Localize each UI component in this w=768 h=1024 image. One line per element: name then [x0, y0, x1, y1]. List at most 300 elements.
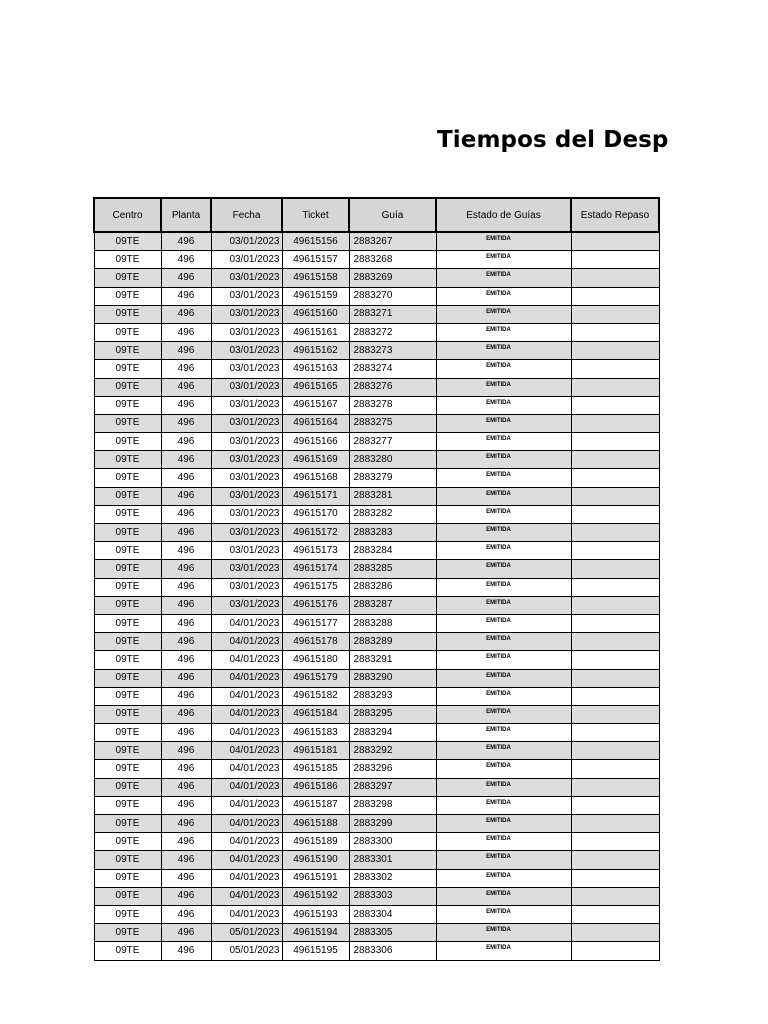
cell-ticket: 49615187	[282, 796, 349, 814]
cell-ticket: 49615158	[282, 269, 349, 287]
cell-planta: 496	[161, 869, 211, 887]
cell-centro: 09TE	[94, 760, 161, 778]
cell-centro: 09TE	[94, 524, 161, 542]
cell-estado-guias: EMITIDA	[436, 378, 571, 396]
table-row	[94, 251, 659, 269]
cell-guia: 2883271	[349, 305, 436, 323]
cell-ticket: 49615179	[282, 669, 349, 687]
cell-estado-guias: EMITIDA	[436, 942, 571, 960]
cell-planta: 496	[161, 232, 211, 251]
dispatch-table	[93, 197, 660, 961]
cell-fecha: 03/01/2023	[211, 232, 282, 251]
table-row	[94, 451, 659, 469]
cell-estado-repaso	[571, 232, 659, 251]
cell-fecha: 03/01/2023	[211, 342, 282, 360]
table-row	[94, 851, 659, 869]
cell-estado-repaso	[571, 869, 659, 887]
cell-fecha: 03/01/2023	[211, 578, 282, 596]
cell-centro: 09TE	[94, 560, 161, 578]
cell-guia: 2883277	[349, 433, 436, 451]
cell-fecha: 03/01/2023	[211, 433, 282, 451]
cell-estado-repaso	[571, 451, 659, 469]
cell-fecha: 03/01/2023	[211, 487, 282, 505]
cell-estado-guias: EMITIDA	[436, 542, 571, 560]
table-row	[94, 232, 659, 251]
cell-estado-guias: EMITIDA	[436, 269, 571, 287]
cell-fecha: 04/01/2023	[211, 669, 282, 687]
cell-estado-guias: EMITIDA	[436, 887, 571, 905]
table-row	[94, 596, 659, 614]
cell-planta: 496	[161, 651, 211, 669]
cell-estado-guias: EMITIDA	[436, 633, 571, 651]
cell-ticket: 49615184	[282, 705, 349, 723]
cell-guia: 2883293	[349, 687, 436, 705]
cell-ticket: 49615194	[282, 924, 349, 942]
cell-planta: 496	[161, 469, 211, 487]
table-row	[94, 269, 659, 287]
cell-estado-guias: EMITIDA	[436, 451, 571, 469]
cell-estado-guias: EMITIDA	[436, 760, 571, 778]
cell-estado-repaso	[571, 669, 659, 687]
cell-fecha: 04/01/2023	[211, 742, 282, 760]
cell-guia: 2883305	[349, 924, 436, 942]
cell-centro: 09TE	[94, 505, 161, 523]
cell-estado-repaso	[571, 560, 659, 578]
cell-ticket: 49615171	[282, 487, 349, 505]
cell-centro: 09TE	[94, 724, 161, 742]
cell-ticket: 49615193	[282, 905, 349, 923]
cell-planta: 496	[161, 742, 211, 760]
cell-centro: 09TE	[94, 469, 161, 487]
cell-fecha: 04/01/2023	[211, 869, 282, 887]
cell-planta: 496	[161, 887, 211, 905]
cell-fecha: 03/01/2023	[211, 378, 282, 396]
table-row	[94, 633, 659, 651]
cell-guia: 2883287	[349, 596, 436, 614]
cell-estado-repaso	[571, 487, 659, 505]
cell-ticket: 49615178	[282, 633, 349, 651]
cell-estado-guias: EMITIDA	[436, 796, 571, 814]
cell-fecha: 03/01/2023	[211, 305, 282, 323]
cell-fecha: 04/01/2023	[211, 778, 282, 796]
cell-estado-repaso	[571, 651, 659, 669]
column-header-estado-guias: Estado de Guías	[436, 198, 571, 232]
cell-guia: 2883290	[349, 669, 436, 687]
cell-fecha: 04/01/2023	[211, 705, 282, 723]
cell-estado-guias: EMITIDA	[436, 724, 571, 742]
cell-ticket: 49615191	[282, 869, 349, 887]
table-row	[94, 378, 659, 396]
cell-centro: 09TE	[94, 833, 161, 851]
cell-guia: 2883285	[349, 560, 436, 578]
cell-planta: 496	[161, 251, 211, 269]
cell-centro: 09TE	[94, 596, 161, 614]
cell-planta: 496	[161, 815, 211, 833]
cell-guia: 2883288	[349, 614, 436, 632]
cell-guia: 2883289	[349, 633, 436, 651]
cell-ticket: 49615188	[282, 815, 349, 833]
cell-planta: 496	[161, 269, 211, 287]
table-row	[94, 887, 659, 905]
cell-planta: 496	[161, 305, 211, 323]
cell-fecha: 04/01/2023	[211, 651, 282, 669]
table-row	[94, 287, 659, 305]
cell-estado-guias: EMITIDA	[436, 651, 571, 669]
column-header-ticket: Ticket	[282, 198, 349, 232]
cell-estado-repaso	[571, 305, 659, 323]
table-body	[94, 232, 659, 960]
cell-fecha: 03/01/2023	[211, 414, 282, 432]
cell-estado-repaso	[571, 269, 659, 287]
column-header-guia: Guía	[349, 198, 436, 232]
cell-fecha: 03/01/2023	[211, 560, 282, 578]
cell-estado-repaso	[571, 396, 659, 414]
cell-guia: 2883304	[349, 905, 436, 923]
cell-guia: 2883295	[349, 705, 436, 723]
table-row	[94, 705, 659, 723]
cell-ticket: 49615183	[282, 724, 349, 742]
table-row	[94, 542, 659, 560]
cell-fecha: 04/01/2023	[211, 687, 282, 705]
cell-estado-repaso	[571, 887, 659, 905]
cell-ticket: 49615169	[282, 451, 349, 469]
table-row	[94, 942, 659, 960]
cell-estado-repaso	[571, 742, 659, 760]
cell-estado-guias: EMITIDA	[436, 578, 571, 596]
cell-estado-guias: EMITIDA	[436, 323, 571, 341]
cell-planta: 496	[161, 578, 211, 596]
cell-estado-guias: EMITIDA	[436, 596, 571, 614]
cell-centro: 09TE	[94, 705, 161, 723]
cell-centro: 09TE	[94, 924, 161, 942]
table-row	[94, 342, 659, 360]
table-row	[94, 487, 659, 505]
cell-estado-repaso	[571, 760, 659, 778]
cell-estado-repaso	[571, 323, 659, 341]
cell-centro: 09TE	[94, 251, 161, 269]
cell-guia: 2883292	[349, 742, 436, 760]
cell-fecha: 04/01/2023	[211, 796, 282, 814]
cell-ticket: 49615163	[282, 360, 349, 378]
cell-estado-guias: EMITIDA	[436, 705, 571, 723]
cell-guia: 2883297	[349, 778, 436, 796]
cell-planta: 496	[161, 905, 211, 923]
table-row	[94, 796, 659, 814]
cell-fecha: 04/01/2023	[211, 851, 282, 869]
cell-planta: 496	[161, 505, 211, 523]
cell-estado-repaso	[571, 342, 659, 360]
cell-centro: 09TE	[94, 396, 161, 414]
cell-guia: 2883269	[349, 269, 436, 287]
cell-estado-repaso	[571, 851, 659, 869]
cell-ticket: 49615176	[282, 596, 349, 614]
cell-fecha: 03/01/2023	[211, 396, 282, 414]
column-header-estado-repaso: Estado Repaso	[571, 198, 659, 232]
cell-estado-guias: EMITIDA	[436, 833, 571, 851]
cell-estado-guias: EMITIDA	[436, 342, 571, 360]
cell-ticket: 49615172	[282, 524, 349, 542]
cell-planta: 496	[161, 487, 211, 505]
cell-centro: 09TE	[94, 905, 161, 923]
cell-centro: 09TE	[94, 232, 161, 251]
cell-guia: 2883298	[349, 796, 436, 814]
cell-estado-repaso	[571, 251, 659, 269]
cell-estado-guias: EMITIDA	[436, 614, 571, 632]
cell-guia: 2883276	[349, 378, 436, 396]
cell-estado-repaso	[571, 287, 659, 305]
cell-planta: 496	[161, 614, 211, 632]
header-row	[94, 198, 659, 232]
table-row	[94, 869, 659, 887]
cell-guia: 2883294	[349, 724, 436, 742]
cell-centro: 09TE	[94, 451, 161, 469]
cell-ticket: 49615192	[282, 887, 349, 905]
cell-estado-repaso	[571, 905, 659, 923]
table-row	[94, 742, 659, 760]
cell-estado-repaso	[571, 505, 659, 523]
cell-planta: 496	[161, 287, 211, 305]
cell-centro: 09TE	[94, 687, 161, 705]
cell-ticket: 49615189	[282, 833, 349, 851]
table-row	[94, 651, 659, 669]
cell-ticket: 49615185	[282, 760, 349, 778]
cell-estado-guias: EMITIDA	[436, 924, 571, 942]
cell-fecha: 03/01/2023	[211, 542, 282, 560]
cell-centro: 09TE	[94, 360, 161, 378]
cell-fecha: 04/01/2023	[211, 833, 282, 851]
cell-fecha: 03/01/2023	[211, 451, 282, 469]
cell-centro: 09TE	[94, 614, 161, 632]
table-row	[94, 760, 659, 778]
page-title: Tiempos del Desp	[437, 127, 669, 153]
cell-centro: 09TE	[94, 378, 161, 396]
table-row	[94, 469, 659, 487]
column-header-centro: Centro	[94, 198, 161, 232]
cell-centro: 09TE	[94, 869, 161, 887]
cell-ticket: 49615181	[282, 742, 349, 760]
cell-planta: 496	[161, 760, 211, 778]
table-row	[94, 305, 659, 323]
cell-planta: 496	[161, 724, 211, 742]
cell-fecha: 03/01/2023	[211, 596, 282, 614]
cell-estado-repaso	[571, 724, 659, 742]
cell-fecha: 03/01/2023	[211, 524, 282, 542]
table-row	[94, 396, 659, 414]
cell-ticket: 49615160	[282, 305, 349, 323]
table-row	[94, 560, 659, 578]
cell-centro: 09TE	[94, 342, 161, 360]
table-row	[94, 360, 659, 378]
cell-estado-guias: EMITIDA	[436, 524, 571, 542]
table-row	[94, 505, 659, 523]
cell-estado-guias: EMITIDA	[436, 742, 571, 760]
cell-fecha: 03/01/2023	[211, 287, 282, 305]
table-row	[94, 524, 659, 542]
table-row	[94, 578, 659, 596]
column-header-planta: Planta	[161, 198, 211, 232]
cell-planta: 496	[161, 524, 211, 542]
cell-fecha: 03/01/2023	[211, 505, 282, 523]
cell-centro: 09TE	[94, 269, 161, 287]
cell-guia: 2883274	[349, 360, 436, 378]
cell-ticket: 49615166	[282, 433, 349, 451]
table-row	[94, 323, 659, 341]
cell-estado-repaso	[571, 942, 659, 960]
cell-estado-guias: EMITIDA	[436, 815, 571, 833]
cell-centro: 09TE	[94, 414, 161, 432]
cell-ticket: 49615177	[282, 614, 349, 632]
cell-guia: 2883284	[349, 542, 436, 560]
cell-estado-guias: EMITIDA	[436, 487, 571, 505]
cell-fecha: 03/01/2023	[211, 323, 282, 341]
cell-centro: 09TE	[94, 887, 161, 905]
cell-fecha: 05/01/2023	[211, 924, 282, 942]
cell-planta: 496	[161, 833, 211, 851]
cell-estado-guias: EMITIDA	[436, 687, 571, 705]
cell-guia: 2883278	[349, 396, 436, 414]
cell-estado-repaso	[571, 778, 659, 796]
cell-estado-guias: EMITIDA	[436, 669, 571, 687]
cell-estado-repaso	[571, 433, 659, 451]
cell-estado-repaso	[571, 614, 659, 632]
cell-ticket: 49615167	[282, 396, 349, 414]
cell-estado-guias: EMITIDA	[436, 414, 571, 432]
cell-guia: 2883300	[349, 833, 436, 851]
cell-guia: 2883303	[349, 887, 436, 905]
cell-guia: 2883283	[349, 524, 436, 542]
table-row	[94, 414, 659, 432]
cell-planta: 496	[161, 705, 211, 723]
cell-estado-repaso	[571, 815, 659, 833]
cell-fecha: 04/01/2023	[211, 614, 282, 632]
cell-ticket: 49615182	[282, 687, 349, 705]
cell-ticket: 49615173	[282, 542, 349, 560]
cell-ticket: 49615162	[282, 342, 349, 360]
cell-estado-guias: EMITIDA	[436, 778, 571, 796]
cell-ticket: 49615156	[282, 232, 349, 251]
cell-centro: 09TE	[94, 796, 161, 814]
cell-guia: 2883282	[349, 505, 436, 523]
cell-planta: 496	[161, 778, 211, 796]
cell-estado-guias: EMITIDA	[436, 251, 571, 269]
cell-estado-repaso	[571, 833, 659, 851]
cell-fecha: 03/01/2023	[211, 269, 282, 287]
table-row	[94, 924, 659, 942]
cell-estado-guias: EMITIDA	[436, 433, 571, 451]
cell-centro: 09TE	[94, 433, 161, 451]
cell-estado-guias: EMITIDA	[436, 305, 571, 323]
cell-planta: 496	[161, 924, 211, 942]
cell-centro: 09TE	[94, 323, 161, 341]
cell-ticket: 49615168	[282, 469, 349, 487]
cell-planta: 496	[161, 378, 211, 396]
cell-centro: 09TE	[94, 742, 161, 760]
cell-planta: 496	[161, 323, 211, 341]
cell-guia: 2883267	[349, 232, 436, 251]
cell-estado-guias: EMITIDA	[436, 505, 571, 523]
cell-estado-guias: EMITIDA	[436, 360, 571, 378]
cell-estado-repaso	[571, 414, 659, 432]
cell-ticket: 49615175	[282, 578, 349, 596]
cell-fecha: 03/01/2023	[211, 251, 282, 269]
cell-fecha: 04/01/2023	[211, 724, 282, 742]
cell-estado-repaso	[571, 578, 659, 596]
cell-estado-guias: EMITIDA	[436, 287, 571, 305]
cell-centro: 09TE	[94, 651, 161, 669]
cell-estado-guias: EMITIDA	[436, 232, 571, 251]
cell-planta: 496	[161, 433, 211, 451]
cell-estado-repaso	[571, 705, 659, 723]
cell-centro: 09TE	[94, 287, 161, 305]
cell-planta: 496	[161, 342, 211, 360]
cell-guia: 2883296	[349, 760, 436, 778]
table-row	[94, 833, 659, 851]
cell-guia: 2883306	[349, 942, 436, 960]
cell-planta: 496	[161, 451, 211, 469]
cell-estado-repaso	[571, 360, 659, 378]
cell-centro: 09TE	[94, 669, 161, 687]
cell-planta: 496	[161, 851, 211, 869]
cell-guia: 2883279	[349, 469, 436, 487]
cell-guia: 2883301	[349, 851, 436, 869]
cell-planta: 496	[161, 796, 211, 814]
table-row	[94, 669, 659, 687]
cell-guia: 2883286	[349, 578, 436, 596]
cell-planta: 496	[161, 542, 211, 560]
cell-guia: 2883291	[349, 651, 436, 669]
table-row	[94, 724, 659, 742]
column-header-fecha: Fecha	[211, 198, 282, 232]
cell-estado-repaso	[571, 542, 659, 560]
cell-centro: 09TE	[94, 942, 161, 960]
cell-estado-guias: EMITIDA	[436, 560, 571, 578]
cell-centro: 09TE	[94, 578, 161, 596]
cell-estado-repaso	[571, 924, 659, 942]
cell-centro: 09TE	[94, 305, 161, 323]
cell-planta: 496	[161, 942, 211, 960]
cell-estado-repaso	[571, 524, 659, 542]
cell-centro: 09TE	[94, 851, 161, 869]
cell-fecha: 04/01/2023	[211, 815, 282, 833]
cell-planta: 496	[161, 396, 211, 414]
cell-ticket: 49615165	[282, 378, 349, 396]
cell-estado-guias: EMITIDA	[436, 869, 571, 887]
cell-estado-guias: EMITIDA	[436, 851, 571, 869]
cell-planta: 496	[161, 669, 211, 687]
cell-centro: 09TE	[94, 778, 161, 796]
cell-ticket: 49615161	[282, 323, 349, 341]
table-row	[94, 614, 659, 632]
cell-estado-guias: EMITIDA	[436, 469, 571, 487]
cell-estado-guias: EMITIDA	[436, 905, 571, 923]
cell-guia: 2883281	[349, 487, 436, 505]
cell-estado-repaso	[571, 796, 659, 814]
cell-ticket: 49615190	[282, 851, 349, 869]
cell-fecha: 04/01/2023	[211, 887, 282, 905]
table-row	[94, 815, 659, 833]
cell-guia: 2883275	[349, 414, 436, 432]
table-row	[94, 687, 659, 705]
cell-planta: 496	[161, 414, 211, 432]
cell-guia: 2883280	[349, 451, 436, 469]
cell-fecha: 04/01/2023	[211, 633, 282, 651]
cell-planta: 496	[161, 633, 211, 651]
cell-estado-guias: EMITIDA	[436, 396, 571, 414]
cell-ticket: 49615180	[282, 651, 349, 669]
cell-estado-repaso	[571, 469, 659, 487]
cell-fecha: 05/01/2023	[211, 942, 282, 960]
table-row	[94, 905, 659, 923]
